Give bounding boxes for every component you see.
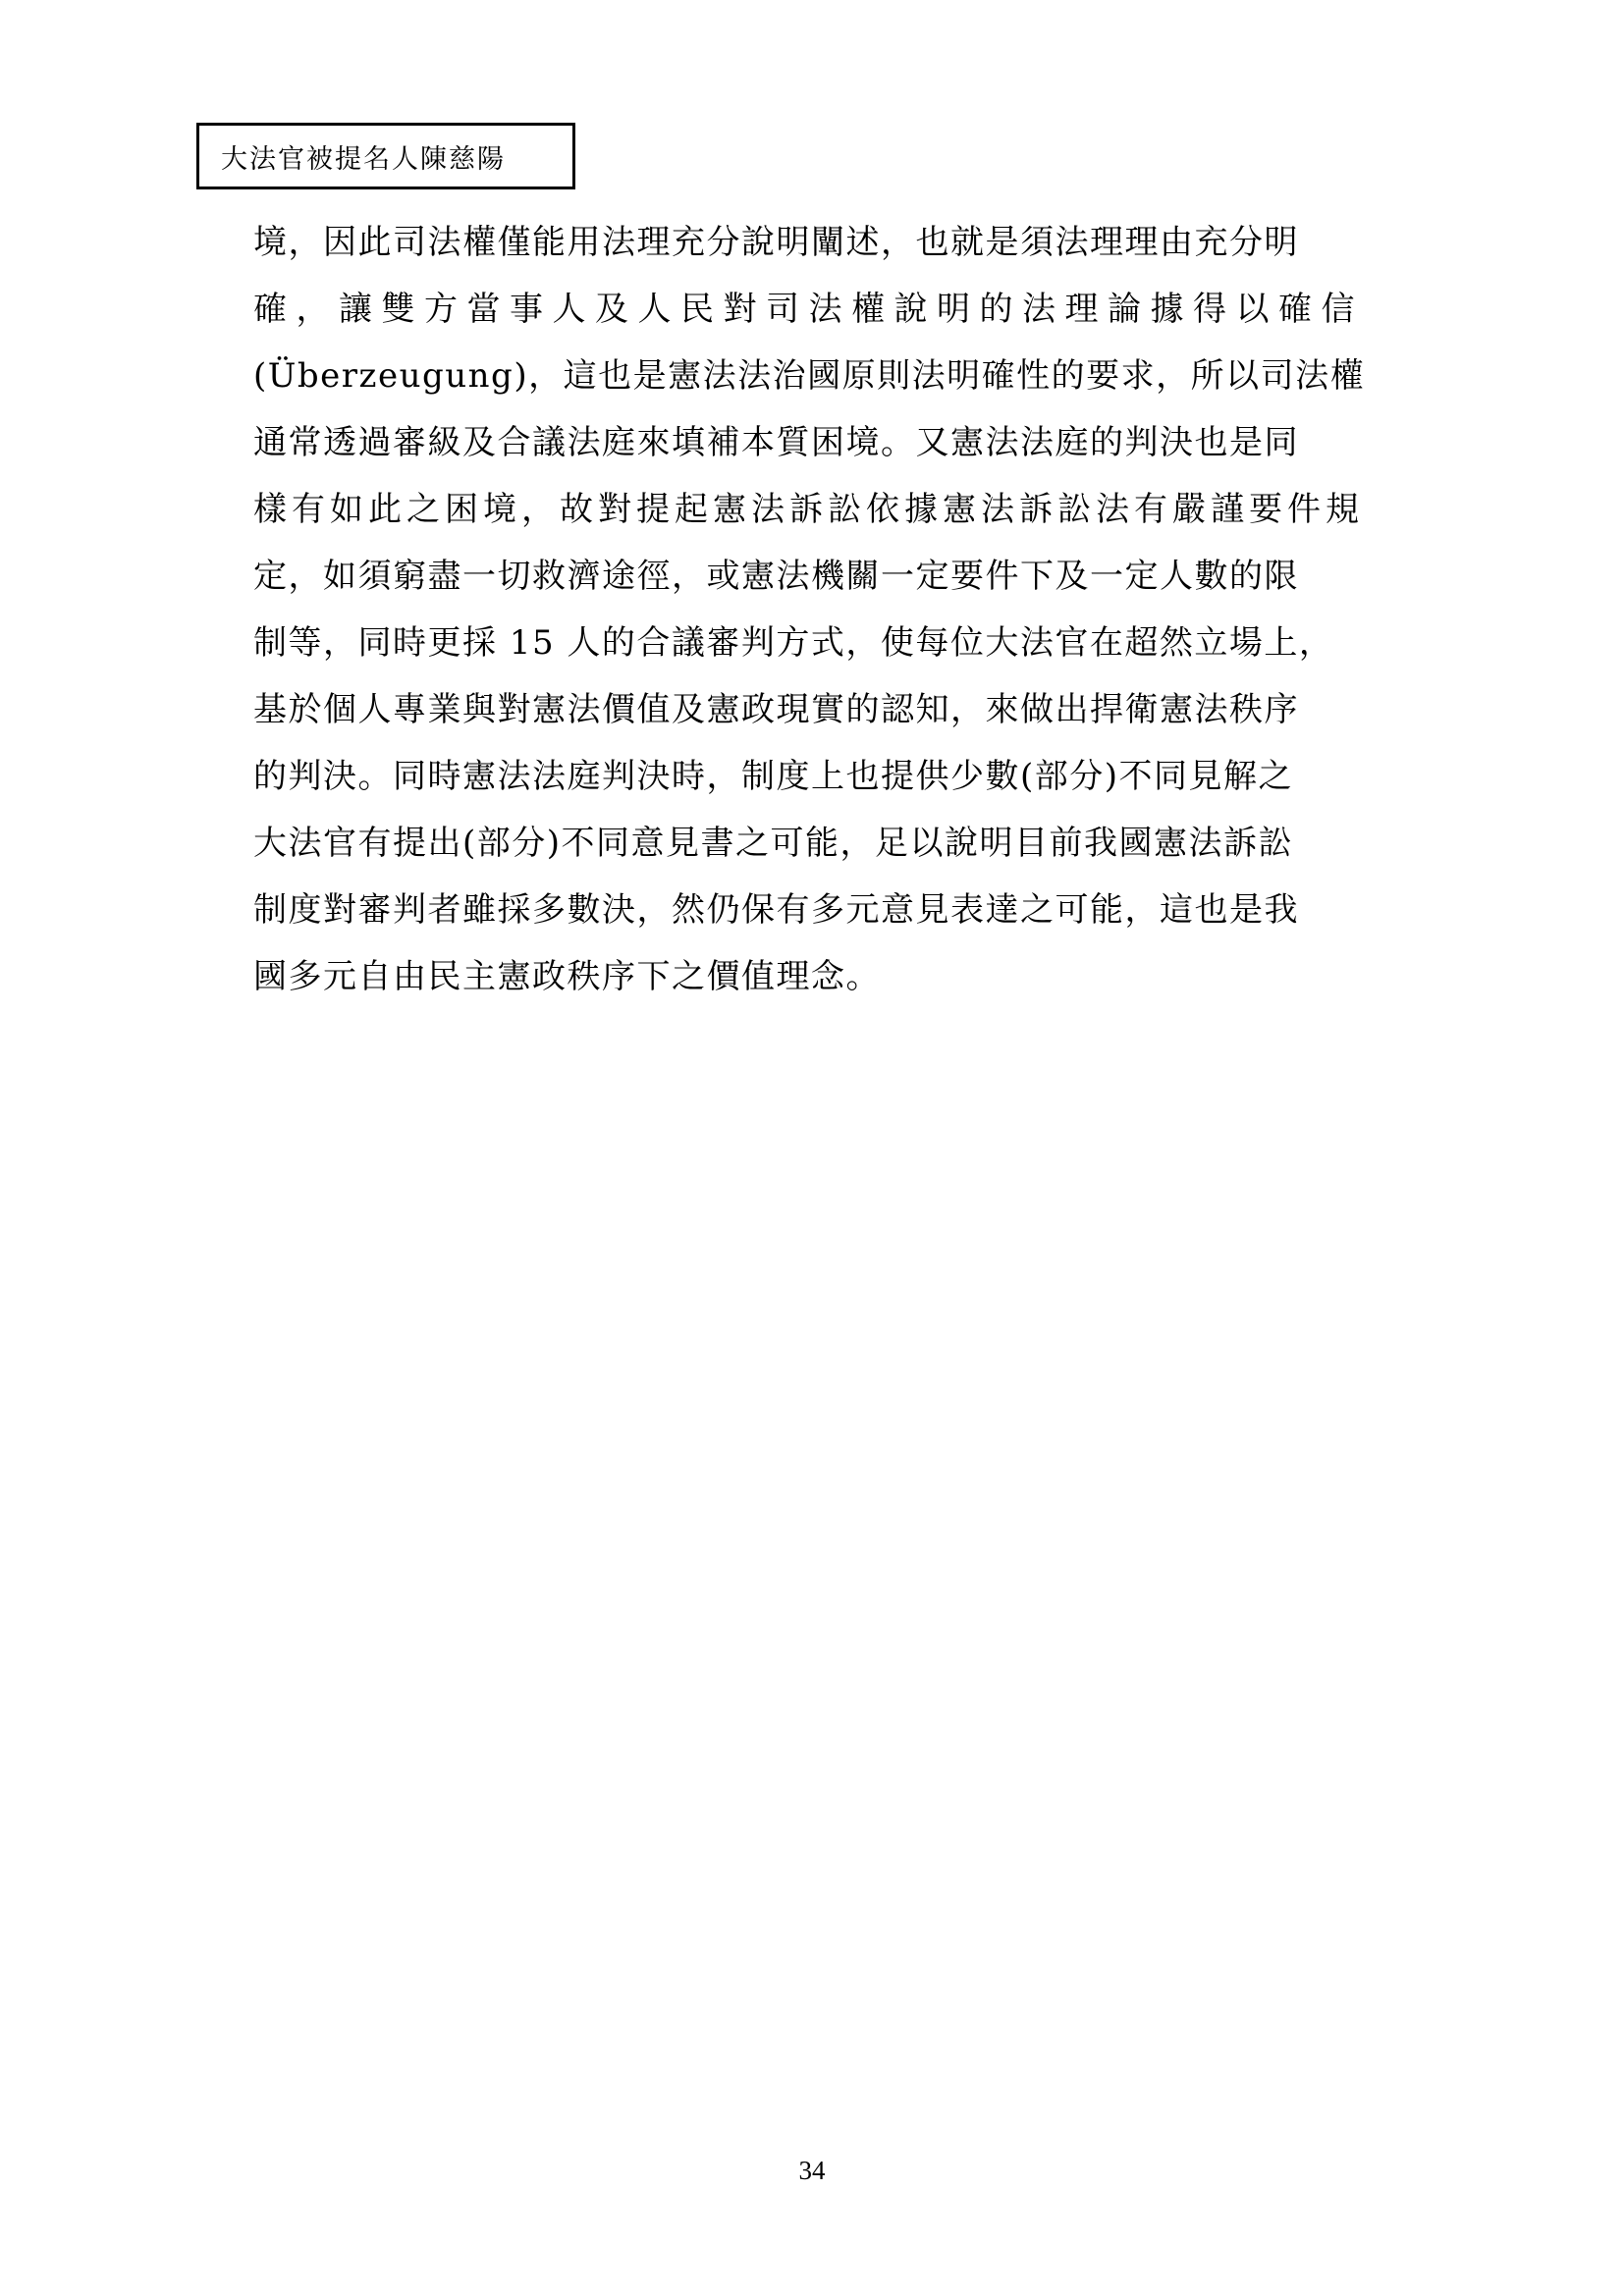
body-line: 國多元自由民主憲政秩序下之價值理念。 — [253, 957, 881, 996]
body-line: 定，如須窮盡一切救濟途徑，或憲法機關一定要件下及一定人數的限 — [253, 557, 1299, 596]
body-line: 制度對審判者雖採多數決，然仍保有多元意見表達之可能，這也是我 — [253, 890, 1299, 930]
nominee-header-label: 大法官被提名人陳慈陽 — [221, 143, 506, 175]
body-line: 樣有如此之困境，故對提起憲法訴訟依據憲法訴訟法有嚴謹要件規 — [253, 490, 1364, 529]
body-line: 的判決。同時憲法法庭判決時，制度上也提供少數(部分)不同見解之 — [253, 757, 1294, 796]
body-line: 基於個人專業與對憲法價值及憲政現實的認知，來做出捍衛憲法秩序 — [253, 690, 1299, 729]
body-line: 大法官有提出(部分)不同意見書之可能，足以說明目前我國憲法訴訟 — [253, 824, 1294, 863]
nominee-header-box — [196, 123, 575, 189]
body-line: (Überzeugung)，這也是憲法法治國原則法明確性的要求，所以司法權 — [253, 356, 1366, 396]
body-line: 制等，同時更採 15 人的合議審判方式，使每位大法官在超然立場上， — [253, 623, 1334, 663]
body-line: 通常透過審級及合議法庭來填補本質困境。又憲法法庭的判決也是同 — [253, 423, 1299, 462]
page-number: 34 — [798, 2156, 826, 2185]
body-line: 境，因此司法權僅能用法理充分說明闡述，也就是須法理理由充分明 — [253, 223, 1299, 262]
body-paragraph — [253, 209, 1432, 1010]
body-line: 確，讓雙方當事人及人民對司法權說明的法理論據得以確信 — [253, 290, 1364, 329]
